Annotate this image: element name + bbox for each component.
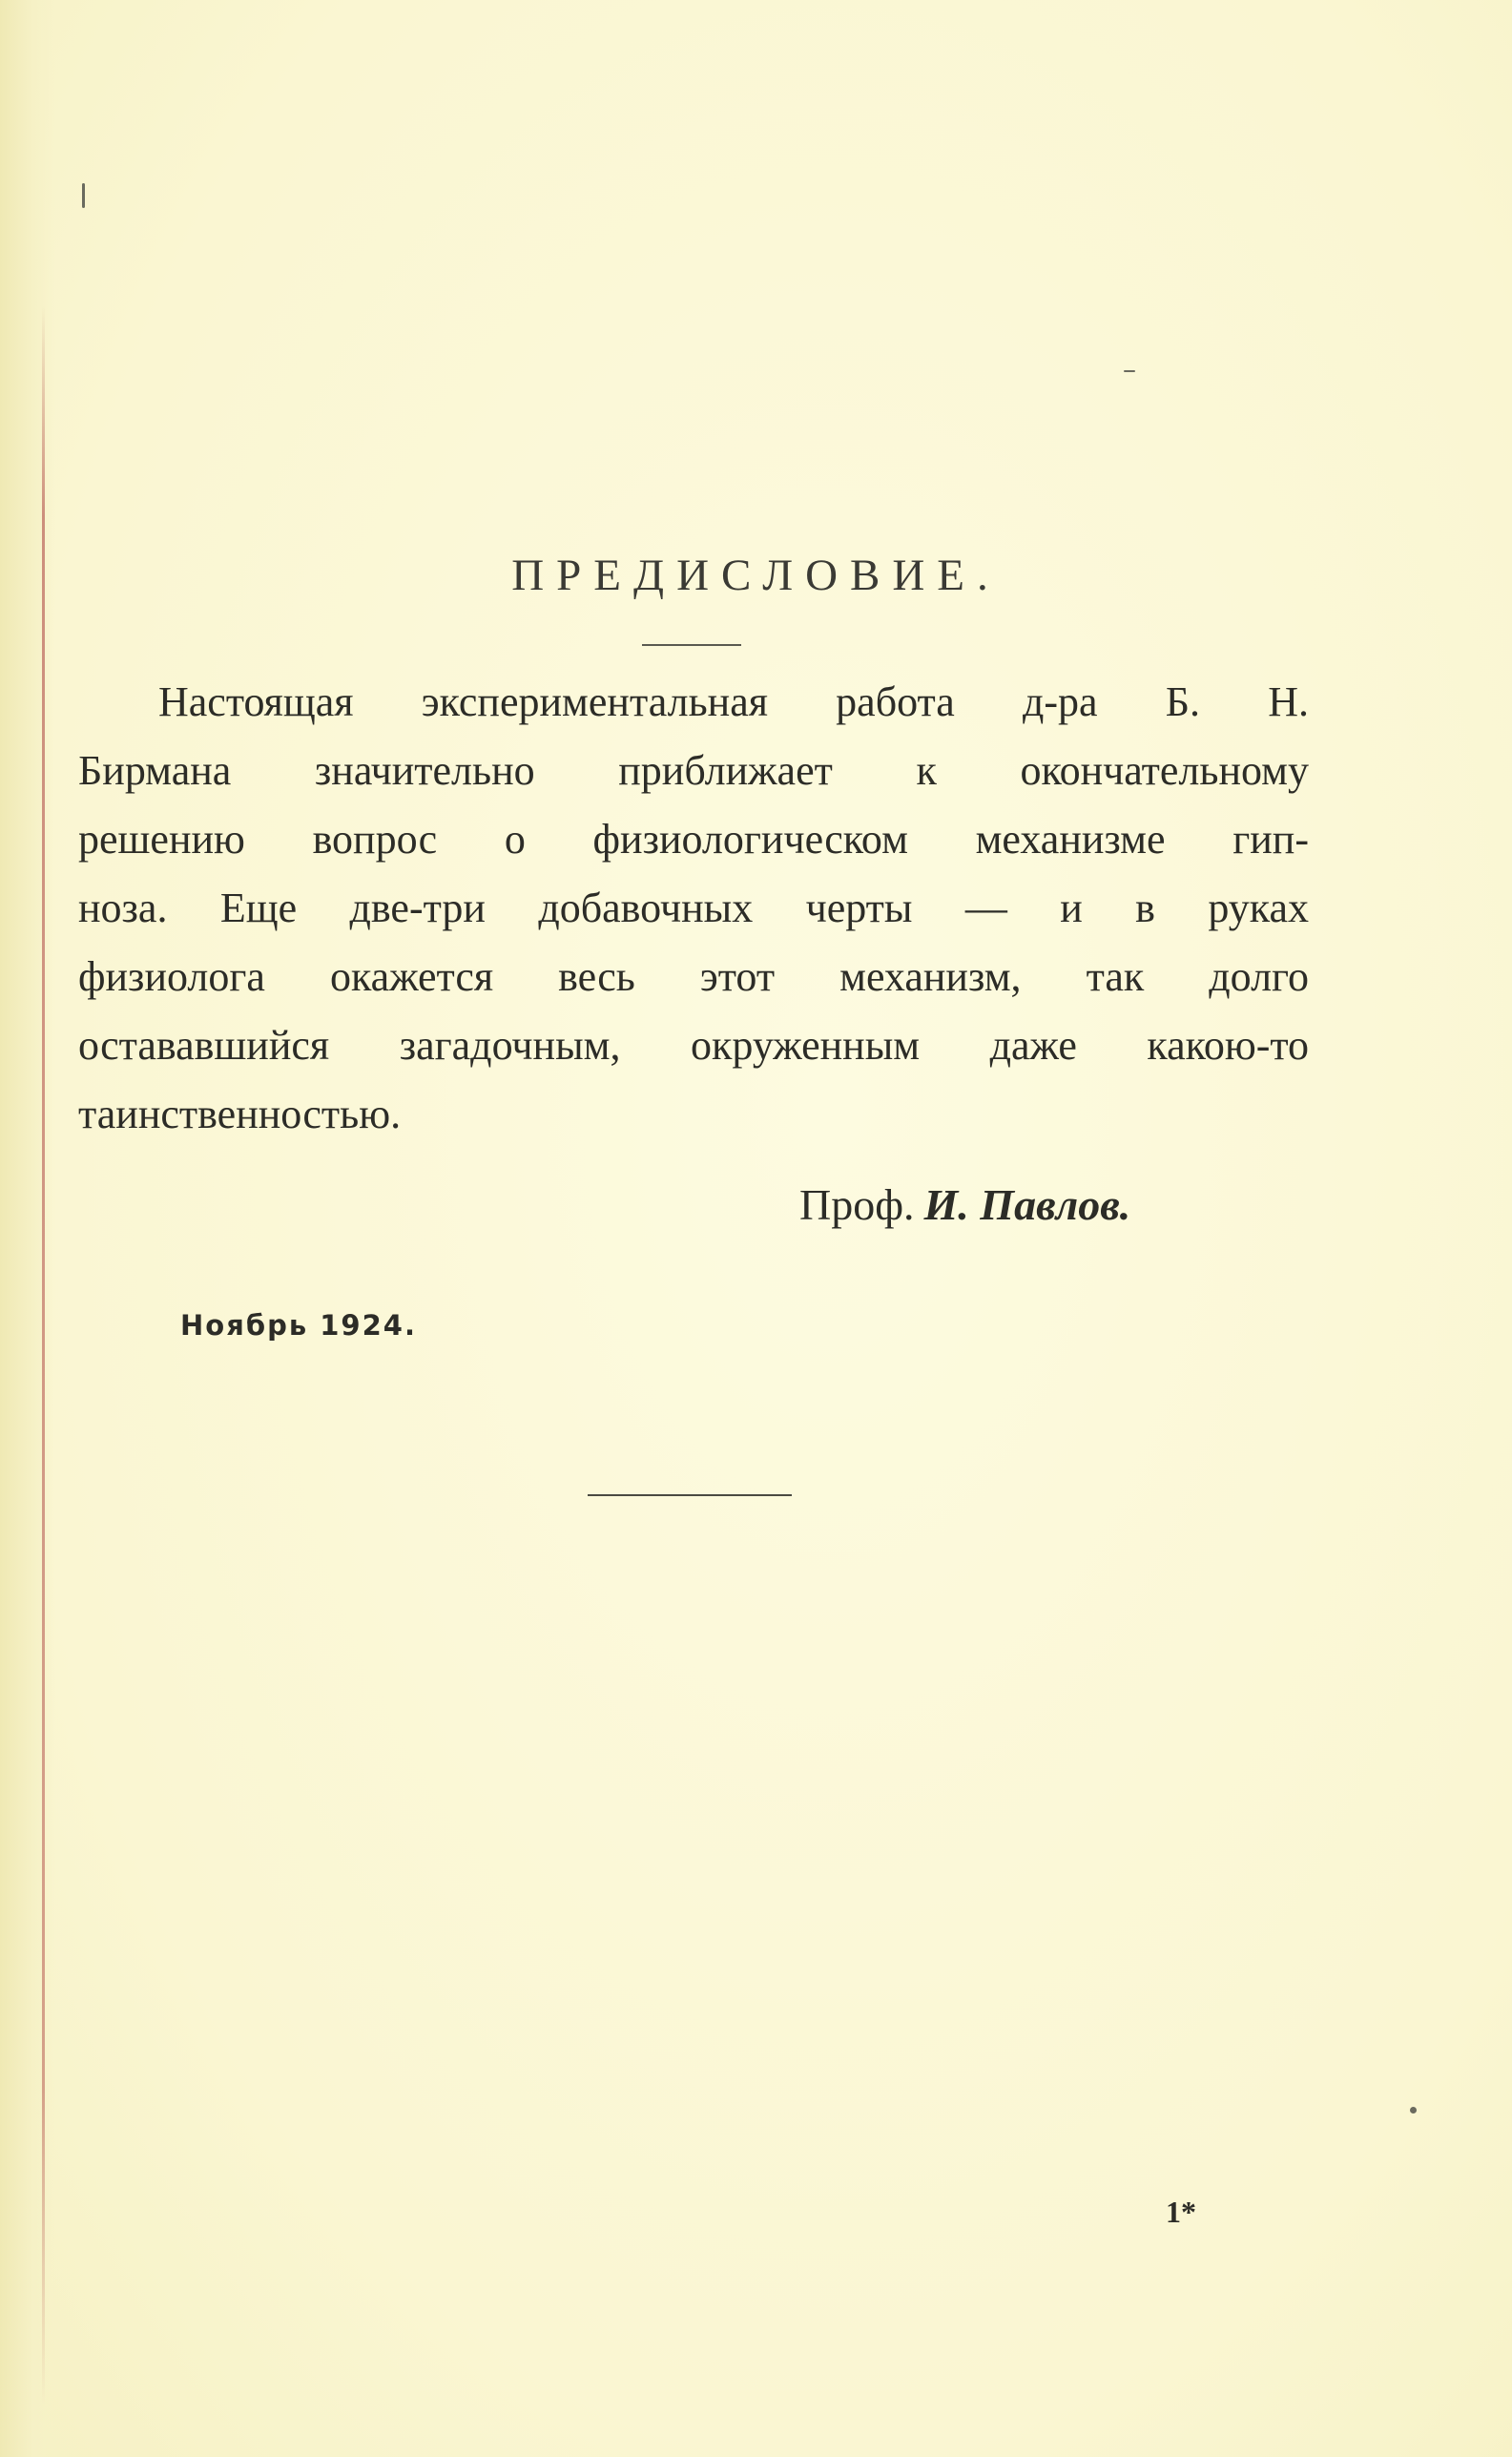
signature-name: И. Павлов. bbox=[923, 1180, 1131, 1229]
ink-speck bbox=[1410, 2107, 1417, 2113]
paragraph-line: таинственностью. bbox=[78, 1091, 402, 1137]
ink-speck bbox=[1124, 370, 1135, 372]
binding-stain bbox=[42, 305, 45, 2405]
paragraph-line: остававшийся загадочным, окруженным даже какою-то bbox=[78, 1022, 1309, 1069]
paragraph-line: решению вопрос о физиологическом механизме гип- bbox=[78, 816, 1309, 863]
paragraph-line: Бирмана значительно приближает к окончательному bbox=[78, 747, 1309, 794]
paragraph-line: ноза. Еще две-три добавочных черты — и в руках bbox=[78, 885, 1309, 931]
page-binding-edge bbox=[0, 0, 55, 2457]
end-divider bbox=[588, 1494, 792, 1496]
signature-prefix: Проф. bbox=[799, 1180, 915, 1229]
sheet-signature-mark: 1* bbox=[1166, 2195, 1196, 2229]
paragraph-line: физиолога окажется весь этот механизм, так долго bbox=[78, 953, 1309, 1000]
author-signature bbox=[799, 1179, 1130, 1230]
preface-paragraph bbox=[78, 668, 1309, 1149]
preface-date: Ноябрь 1924. bbox=[180, 1309, 417, 1342]
paragraph-line: Настоящая экспериментальная работа д-ра Б. Н. bbox=[158, 678, 1309, 725]
page-title: ПРЕДИСЛОВИЕ. bbox=[511, 551, 1001, 600]
title-divider bbox=[642, 644, 741, 646]
ink-speck bbox=[82, 183, 85, 208]
